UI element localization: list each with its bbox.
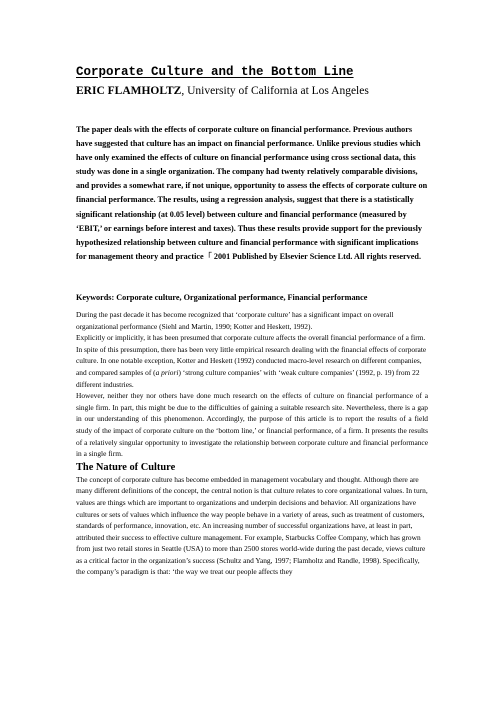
paragraph-presumption: Explicitly or implicitly, it has been presumed that corporate culture affects the overall financial performance of a firm. — [76, 333, 426, 343]
paragraph-intro: During the past decade it has become recognized that ‘corporate culture’ has a significant impact on overall organizational performance (Siehl and Martin, 1990; Kotter and Heskett, 1992). — [76, 310, 394, 331]
author-affiliation: , University of California at Los Angeles — [181, 85, 369, 97]
a-priori-term: a priori — [155, 367, 179, 377]
body-text — [76, 309, 428, 578]
section-heading: The Nature of Culture — [76, 461, 176, 473]
paragraph-research — [76, 344, 428, 390]
abstract: The paper deals with the effects of corporate culture on financial performance. Previous authors have suggested that culture has an impact on financial performance. Unlike previous studies which have only examined the effects of culture on financial performance using cross sectional data, this study was done in a single organization. The company had twenty relatively comparable divisions, and provides a somewhat rare, if not unique, opportunity to assess the effects of corporate culture on financial performance. The results, using a regression analysis, suggest that there is a statistically significant relationship (at 0.05 level) between culture and financial performance (measured by ‘EBIT,’ or earnings before interest and taxes). Thus these results provide support for the previously hypothesized relationship between culture and financial performance with significant implications for management theory and practice「 2001 Published by Elsevier Science Ltd. All rights reserved. — [76, 125, 428, 261]
paragraph-culture: The concept of corporate culture has become embedded in management vocabulary and thought. Although there are many different definitions of the concept, the central notion is that culture relates to core organizational values. In turn, values are things which are important to organizations and underpin decisions and behavior. All organizations have cultures or sets of values which influence the way people behave in a variety of areas, such as treatment of customers, standards of performance, innovation, etc. An increasing number of successful organizations have, at least in part, attributed their success to effective culture management. For example, Starbucks Coffee Company, which has grown from just two retail stores in Seattle (USA) to more than 2500 stores world-wide during the past decade, views culture as a critical factor in the organization’s success (Schultz and Yang, 1997; Flamholtz and Randle, 1998). Specifically, the company’s paradigm is that: ‘the way we treat our people affects they — [76, 474, 428, 577]
author-name: ERIC FLAMHOLTZ — [76, 85, 182, 97]
paragraph-purpose: However, neither they nor others have done much research on the effects of culture on financial performance of a single firm. In part, this might be due to the difficulties of gaining a suitable research site. Nevertheless, there is a gap in our understanding of this phenomenon. Accordingly, the purpose of this article is to report the results of a field study of the impact of corporate culture on the ‘bottom line,’ or financial performance, of a firm. It presents the results of a relatively singular opportunity to investigate the relationship between corporate culture and financial performance in a single firm. — [76, 391, 428, 459]
paragraph-research-part2: ) ‘strong culture companies’ with ‘weak culture companies’ (1992, p. 19) from 22 different industries. — [76, 367, 420, 389]
paragraph-research-part1: In spite of this presumption, there has been very little empirical research dealing with the financial effects of corporate culture. In one notable exception, Kotter and Heskett (1992) conducted macro-level research on different companies, and compared samples of ( — [76, 344, 427, 377]
paper-title: Corporate Culture and the Bottom Line — [76, 65, 354, 79]
keywords: Keywords: Corporate culture, Organizational performance, Financial performance — [76, 293, 368, 302]
author-line — [76, 84, 436, 99]
